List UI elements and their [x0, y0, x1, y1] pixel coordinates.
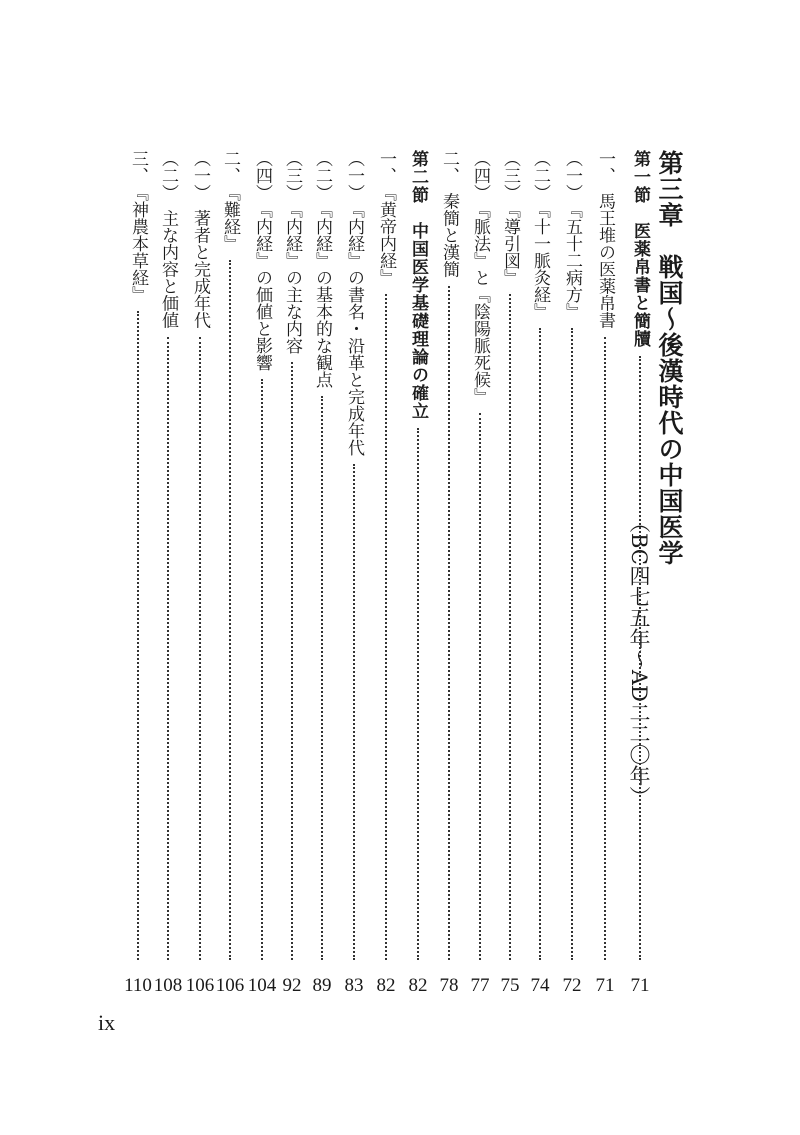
toc-entry-page: 104	[247, 975, 277, 996]
toc-entry-label: （四） 『脈法』と『陰陽脈死候』	[470, 150, 490, 405]
leader-dots	[448, 286, 450, 961]
toc-entry-label: （一） 『内経』の書名・沿革と完成年代	[344, 150, 364, 456]
leader-dots	[639, 356, 641, 960]
toc-entry-label: （一） 著者と完成年代	[190, 150, 210, 329]
toc-entry-page: 71	[595, 975, 615, 996]
toc-entry-label: （一） 『五十二病方』	[562, 150, 582, 320]
toc-entry-label: 一、 馬王堆の医薬帛書	[595, 150, 615, 329]
toc-entry-1[interactable]	[591, 150, 619, 996]
leader-dots	[509, 294, 511, 960]
chapter-title: 第三章 戦国～後漢時代の中国医学	[655, 150, 684, 566]
leader-dots	[137, 311, 139, 960]
toc-entry-page: 89	[312, 975, 332, 996]
toc-entry-page: 77	[470, 975, 490, 996]
leader-dots	[385, 294, 387, 960]
leader-dots	[291, 362, 293, 960]
toc-entry-12[interactable]	[247, 150, 277, 996]
leader-dots	[199, 337, 201, 961]
toc-entry-page: 78	[439, 975, 459, 996]
toc-entry-page: 106	[215, 975, 245, 996]
leader-dots	[167, 337, 169, 961]
toc-entry-page: 83	[344, 975, 364, 996]
toc-entry-page: 75	[500, 975, 520, 996]
toc-entry-4[interactable]	[496, 150, 524, 996]
leader-dots	[479, 413, 481, 960]
toc-entry-6[interactable]	[435, 150, 463, 996]
toc-entry-10[interactable]	[308, 150, 336, 996]
toc-entry-label: （二） 『十一脈灸経』	[530, 150, 550, 320]
leader-dots	[353, 464, 355, 960]
toc-entry-label: 二、 『難経』	[220, 150, 240, 252]
leader-dots	[539, 328, 541, 960]
toc-entry-16[interactable]	[124, 150, 152, 996]
toc-entry-15[interactable]	[153, 150, 183, 996]
toc-entry-9[interactable]	[340, 150, 368, 996]
toc-entry-3[interactable]	[526, 150, 554, 996]
leader-dots	[321, 396, 323, 960]
toc-entry-14[interactable]	[185, 150, 215, 996]
toc-entry-label: 第二節 中国医学基礎理論の確立	[408, 150, 428, 420]
toc-entry-label: （二） 主な内容と価値	[158, 150, 178, 329]
toc-entry-label: 一、 『黄帝内経』	[376, 150, 396, 286]
leader-dots	[571, 328, 573, 960]
toc-entry-page: 72	[562, 975, 582, 996]
toc-entry-label: 第一節 医薬帛書と簡牘	[630, 150, 650, 348]
toc-entry-label: 三、 『神農本草経』	[128, 150, 148, 303]
chapter-period: （BC四七五年～AD二二〇年）	[627, 512, 651, 807]
toc-entry-11[interactable]	[278, 150, 306, 996]
toc-entry-page: 74	[530, 975, 550, 996]
page-folio: ix	[98, 1010, 116, 1035]
toc-entry-page: 106	[185, 975, 215, 996]
toc-section-0[interactable]	[626, 150, 654, 996]
toc-entry-page: 110	[124, 975, 152, 996]
leader-dots	[229, 260, 231, 960]
toc-entry-8[interactable]	[372, 150, 400, 996]
toc-entry-page: 82	[408, 975, 428, 996]
toc-entry-5[interactable]	[466, 150, 494, 996]
toc-entry-page: 82	[376, 975, 396, 996]
toc-section-7[interactable]	[404, 150, 432, 996]
toc-entry-label: （三） 『内経』の主な内容	[282, 150, 302, 354]
toc-entry-page: 92	[282, 975, 302, 996]
toc-entry-page: 108	[153, 975, 183, 996]
toc-entry-label: （四） 『内経』の価値と影響	[252, 150, 272, 371]
leader-dots	[261, 379, 263, 960]
toc-entry-label: 二、 秦簡と漢簡	[439, 150, 459, 278]
leader-dots	[604, 337, 606, 961]
toc-entry-page: 71	[630, 975, 650, 996]
leader-dots	[417, 428, 419, 960]
toc-entry-2[interactable]	[558, 150, 586, 996]
toc-entry-label: （二） 『内経』の基本的な観点	[312, 150, 332, 388]
toc-entry-13[interactable]	[215, 150, 245, 996]
toc-entry-label: （三） 『導引図』	[500, 150, 520, 286]
